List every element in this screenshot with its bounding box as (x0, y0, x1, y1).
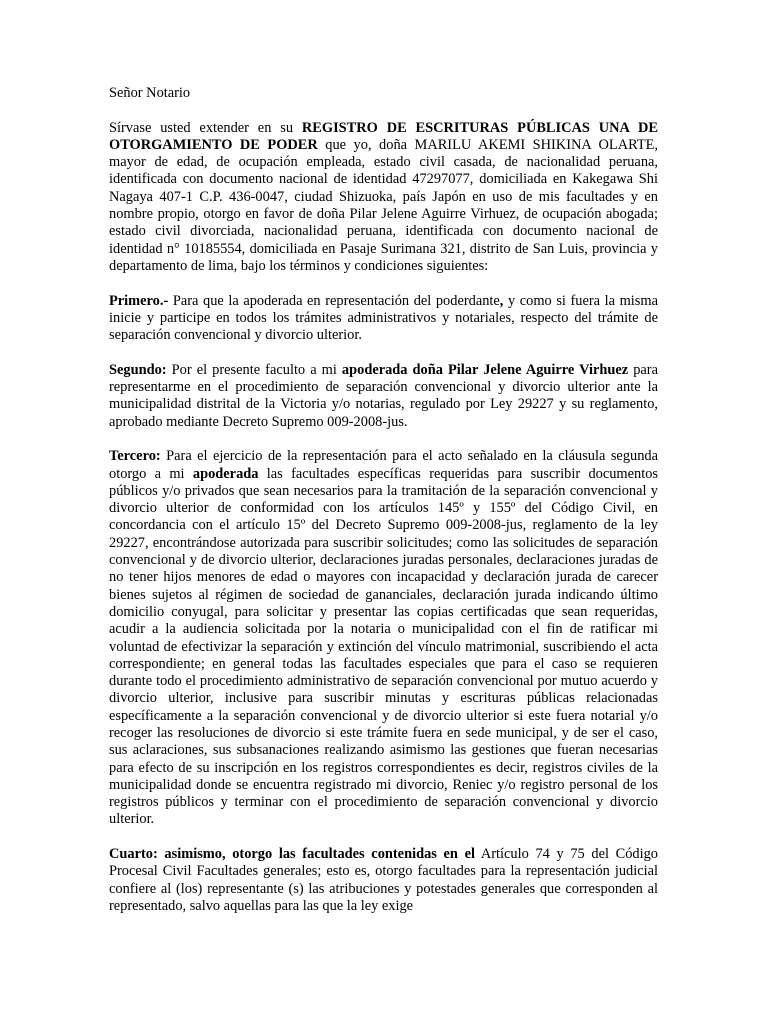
clause-tercero-text-1: Para el ejercicio de la representación para el acto señalado en la cláusula segunda otorgo a mi (109, 448, 658, 482)
clause-segundo-heading: Segundo: (109, 361, 167, 378)
clause-primero-text-1: Para que la apoderada en representación del poderdante (168, 292, 500, 309)
clause-segundo (109, 362, 658, 431)
intro-bold-title: REGISTRO DE ESCRITURAS PÚBLICAS UNA DE OTORGAMIENTO DE PODER (109, 119, 658, 153)
clause-tercero-heading: Tercero: (109, 448, 161, 465)
clause-cuarto-text-1: Artículo 74 y 75 del Código Procesal Civil Facultades generales; esto es, otorgo facultades para la representación judicial confiere al (los) representante (s) las atribuciones y potestades generales que corresponden al representado, salvo aquellas para las que la ley exige (109, 846, 658, 914)
clause-segundo-bold-name: apoderada doña Pilar Jelene Aguirre Virhuez (341, 361, 629, 378)
document-page (109, 85, 658, 933)
clause-primero-heading: Primero.- (109, 292, 169, 309)
clause-tercero-bold-word: apoderada (192, 465, 259, 482)
clause-segundo-text-1: Por el presente faculto a mi (166, 361, 342, 378)
clause-primero (109, 293, 658, 345)
clause-primero-bold-comma: , (499, 292, 504, 309)
clause-segundo-text-2: para representarme en el procedimiento de separación convencional y divorcio ulterior ante la municipalidad distrital de la Victoria y/o notarias, regulado por Ley 29227 y su reglamento, aprobado mediante Decreto Supremo 009-2008-jus. (109, 361, 658, 430)
clause-tercero (109, 448, 658, 829)
clause-primero-text-2: y como si fuera la misma inicie y participe en todos los trámites administrativos y notariales, respecto del trámite de separación convencional y divorcio ulterior. (109, 292, 658, 344)
intro-text-1: Sírvase usted extender en su (109, 119, 302, 136)
intro-text-2: que yo, doña MARILU AKEMI SHIKINA OLARTE, mayor de edad, de ocupación empleada, estado civil casada, de nacionalidad peruana, identificada con documento nacional de identidad 47297077, domiciliada en Kakegawa Shi Nagaya 407-1 C.P. 436-0047, ciudad Shizuoka, país Japón en uso de mis facultades y en nombre propio, otorgo en favor de doña Pilar Jelene Aguirre Virhuez, de ocupación abogada; estado civil divorciada, nacionalidad peruana, identificada con documento nacional de identidad n° 10185554, domiciliada en Pasaje Surimana 321, distrito de San Luis, provincia y departamento de lima, bajo los términos y condiciones siguientes: (109, 136, 659, 274)
intro-paragraph (109, 120, 658, 276)
clause-cuarto (109, 846, 658, 915)
salutation: Señor Notario (109, 85, 191, 101)
clause-tercero-text-2: las facultades específicas requeridas para suscribir documentos públicos y/o privados que sean necesarios para la tramitación de la separación convencional y divorcio ulterior de conformidad con los artículos 145º y 155º del Código Civil, en concordancia con el artículo 15º del Decreto Supremo 009-2008-jus, reglamento de la ley 29227, encontrándose autorizada para suscribir solicitudes; como las solicitudes de separación convencional y de divorcio ulterior, declaraciones juradas personales, declaraciones juradas de no tener hijos menores de edad o mayores con incapacidad y declaración jurada de carecer bienes sujetos al régimen de sociedad de gananciales, declaración jurada indicando último domicilio conyugal, para solicitar y presentar las copias certificadas que sean requeridas, acudir a la audiencia solicitada por la notaria o municipalidad con el fin de ratificar mi voluntad de efectivizar la separación y extinción del vínculo matrimonial, suscribiendo el acta correspondiente; en general todas las facultades especiales que para el caso se requieren durante todo el procedimiento administrativo de separación convencional por mutuo acuerdo y divorcio ulterior, inclusive para suscribir minutas y escrituras públicas relacionadas específicamente a la separación convencional y de divorcio ulterior si este fuera notarial y/o recoger las resoluciones de divorcio si este trámite fuera en sede municipal, y de ser el caso, sus aclaraciones, sus subsanaciones realizando asimismo las gestiones que fueran necesarias para efecto de su inscripción en los registros correspondientes es decir, registros civiles de la municipalidad donde se encuentra registrado mi divorcio, Reniec y/o registro personal de los registros públicos y terminar con el procedimiento de separación convencional y divorcio ulterior. (109, 465, 659, 828)
clause-cuarto-heading: Cuarto: asimismo, otorgo las facultades contenidas en el (109, 846, 475, 863)
